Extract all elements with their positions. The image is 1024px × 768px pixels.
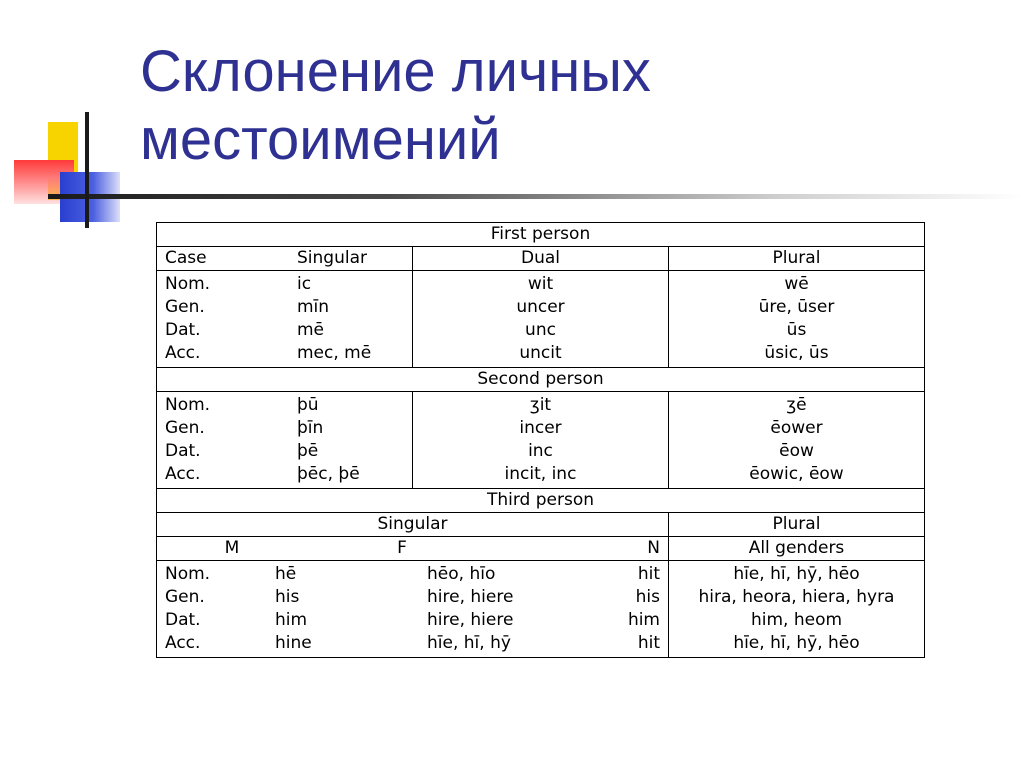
form-n: him [627,610,660,630]
form: uncit [519,343,562,363]
second-person-plural-block [669,392,925,489]
decor-vertical-rule [85,112,89,228]
case-label: Nom. [165,564,211,584]
form: hīe, hī, hӯ, hēo [733,564,860,584]
table-row [157,271,925,368]
table-row [157,392,925,489]
case-label: Nom. [165,274,211,294]
form: wē [784,274,809,294]
header-case-singular-cell [157,247,413,271]
form: hīe, hī, hӯ, hēo [733,633,860,653]
case-label: Dat. [165,441,201,461]
first-person-singular-block [157,271,413,368]
form: hira, heora, hiera, hyra [698,587,895,607]
table-row [157,223,925,247]
form-n: hit [637,633,660,653]
case-label: Acc. [165,464,201,484]
form-n: hit [637,564,660,584]
form-m: his [275,587,300,607]
form: ēow [779,441,814,461]
form: ūs [786,320,807,340]
form: uncer [516,297,565,317]
case-label: Acc. [165,343,201,363]
form: incer [519,418,562,438]
slide-title [140,38,980,174]
form: ʒē [786,395,807,415]
header-case: Case [165,248,207,268]
form: mec, mē [297,343,372,363]
second-person-heading: Second person [157,368,925,392]
form: þē [297,441,319,461]
case-label: Gen. [165,297,205,317]
case-label: Dat. [165,320,201,340]
third-person-singular-label: Singular [157,513,669,537]
third-person-plural-block [669,561,925,658]
case-label: Dat. [165,610,201,630]
form: ic [297,274,312,294]
form-m: hē [275,564,297,584]
form: þū [297,395,319,415]
form: wit [527,274,554,294]
form: þēc, þē [297,464,360,484]
form-f: hīe, hī, hӯ [427,633,511,653]
first-person-dual-block [413,271,669,368]
case-label: Nom. [165,395,211,415]
form: inc [528,441,553,461]
slide-title-line1: Склонение личных [140,39,651,104]
gender-n: N [647,538,660,558]
header-singular: Singular [297,248,367,268]
slide-title-line2: местоимений [140,107,501,172]
form-f: hēo, hīo [427,564,496,584]
table-row [157,368,925,392]
form: ēower [770,418,823,438]
form-f: hire, hiere [427,587,514,607]
third-person-singular-block [157,561,669,658]
gender-m: M [224,538,240,558]
first-person-heading: First person [157,223,925,247]
form: mīn [297,297,330,317]
form: ūsic, ūs [764,343,829,363]
form: ʒit [529,395,552,415]
form: incit, inc [504,464,577,484]
declension-table [156,222,925,658]
form-m: hine [275,633,312,653]
gender-header-cell [157,537,669,561]
all-genders-label: All genders [669,537,925,561]
case-label: Gen. [165,418,205,438]
form: ūre, ūser [758,297,835,317]
form: ēowic, ēow [749,464,844,484]
form-n: his [635,587,660,607]
form-m: him [275,610,308,630]
header-dual: Dual [413,247,669,271]
form: mē [297,320,325,340]
table-row [157,537,925,561]
form: unc [525,320,556,340]
case-label: Acc. [165,633,201,653]
form-f: hire, hiere [427,610,514,630]
third-person-heading: Third person [157,489,925,513]
first-person-plural-block [669,271,925,368]
table-row [157,489,925,513]
decor-horizontal-rule [48,194,1023,199]
second-person-dual-block [413,392,669,489]
table-row [157,561,925,658]
case-label: Gen. [165,587,205,607]
form: him, heom [750,610,843,630]
table-row [157,247,925,271]
third-person-plural-label: Plural [669,513,925,537]
gender-f: F [397,538,407,558]
second-person-singular-block [157,392,413,489]
header-plural: Plural [669,247,925,271]
table-row [157,513,925,537]
form: þīn [297,418,324,438]
